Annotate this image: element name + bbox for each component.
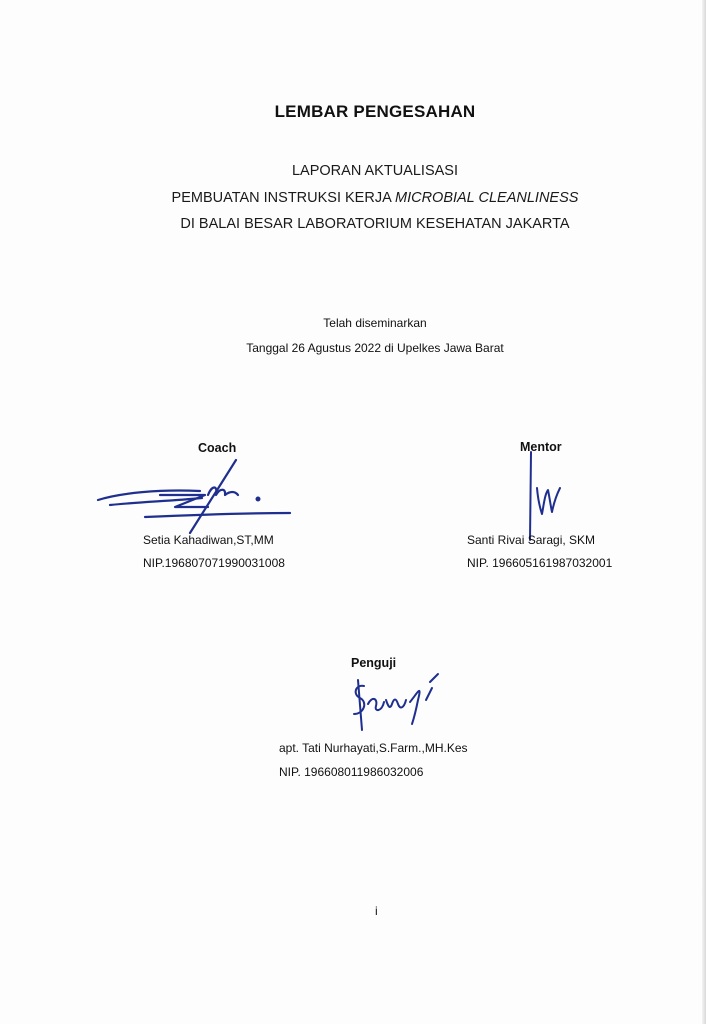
page-number: i bbox=[375, 904, 378, 918]
coach-signature bbox=[90, 455, 300, 535]
mentor-name: Santi Rivai Saragi, SKM bbox=[467, 533, 596, 547]
penguji-name: apt. Tati Nurhayati,S.Farm.,MH.Kes bbox=[279, 741, 468, 755]
mentor-nip: NIP. 196605161987032001 bbox=[467, 556, 613, 570]
penguji-role-label: Penguji bbox=[351, 656, 397, 670]
document-title: LEMBAR PENGESAHAN bbox=[274, 102, 476, 121]
subtitle-line-2 bbox=[0, 190, 706, 206]
subtitle-line-2-italic: MICROBIAL CLEANLINESS bbox=[394, 190, 579, 206]
coach-nip: NIP.196807071990031008 bbox=[143, 556, 285, 570]
coach-role-label: Coach bbox=[198, 441, 237, 455]
subtitle-line-1: LAPORAN AKTUALISASI bbox=[291, 163, 458, 179]
mentor-role-label: Mentor bbox=[520, 440, 562, 454]
seminar-statement: Telah diseminarkan bbox=[323, 316, 427, 330]
subtitle-line-3: DI BALAI BESAR LABORATORIUM KESEHATAN JAKARTA bbox=[180, 216, 570, 232]
coach-name: Setia Kahadiwan,ST,MM bbox=[143, 533, 274, 547]
seminar-date: Tanggal 26 Agustus 2022 di Upelkes Jawa Barat bbox=[246, 341, 504, 355]
subtitle-line-2-prefix: PEMBUATAN INSTRUKSI KERJA bbox=[171, 190, 395, 206]
page-edge-shadow bbox=[702, 0, 706, 1024]
penguji-signature bbox=[342, 672, 452, 742]
penguji-nip: NIP. 196608011986032006 bbox=[279, 765, 424, 779]
